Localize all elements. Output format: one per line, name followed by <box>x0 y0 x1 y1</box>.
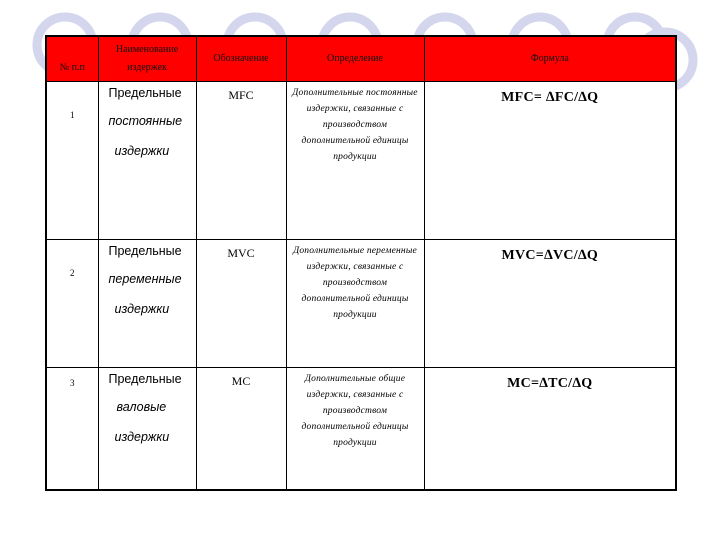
row-number: 2 <box>46 240 98 368</box>
cost-name-line: постоянные <box>108 114 183 128</box>
cost-name-line: валовые <box>116 400 167 414</box>
cost-definition: Дополнительные переменные издержки, связанные с производством дополнительной единицы продукции <box>286 240 424 368</box>
cost-formula: MVC=∆VC/∆Q <box>424 240 676 368</box>
cost-name <box>98 240 196 368</box>
cost-formula: MFC= ∆FC/∆Q <box>424 82 676 240</box>
header-number: № п.п <box>46 36 98 82</box>
cost-name <box>98 82 196 240</box>
row-number: 3 <box>46 368 98 490</box>
cost-definition: Дополнительные общие издержки, связанные с производством дополнительной единицы продукции <box>286 368 424 490</box>
cost-symbol: MC <box>196 368 286 490</box>
cost-name-line: Предельные <box>108 372 182 386</box>
marginal-costs-table <box>45 35 677 491</box>
table-row <box>46 240 676 368</box>
cost-definition: Дополнительные постоянные издержки, связанные с производством дополнительной единицы продукции <box>286 82 424 240</box>
cost-symbol: MVC <box>196 240 286 368</box>
cost-name-line: издержки <box>114 302 170 316</box>
table-header-row <box>46 36 676 82</box>
cost-name-line: переменные <box>108 272 182 286</box>
cost-name-line: Предельные <box>108 86 182 100</box>
cost-name-line: Предельные <box>108 244 182 258</box>
cost-table-container <box>45 35 675 485</box>
header-definition: Определение <box>286 36 424 82</box>
cost-symbol: MFC <box>196 82 286 240</box>
table-row <box>46 82 676 240</box>
table-row <box>46 368 676 490</box>
cost-name <box>98 368 196 490</box>
cost-name-line: издержки <box>114 144 170 158</box>
cost-name-line: издержки <box>114 430 170 444</box>
row-number: 1 <box>46 82 98 240</box>
header-symbol: Обозначение <box>196 36 286 82</box>
cost-formula: MC=∆TC/∆Q <box>424 368 676 490</box>
header-formula: Формула <box>424 36 676 82</box>
header-name: Наименование издержек <box>98 36 196 82</box>
